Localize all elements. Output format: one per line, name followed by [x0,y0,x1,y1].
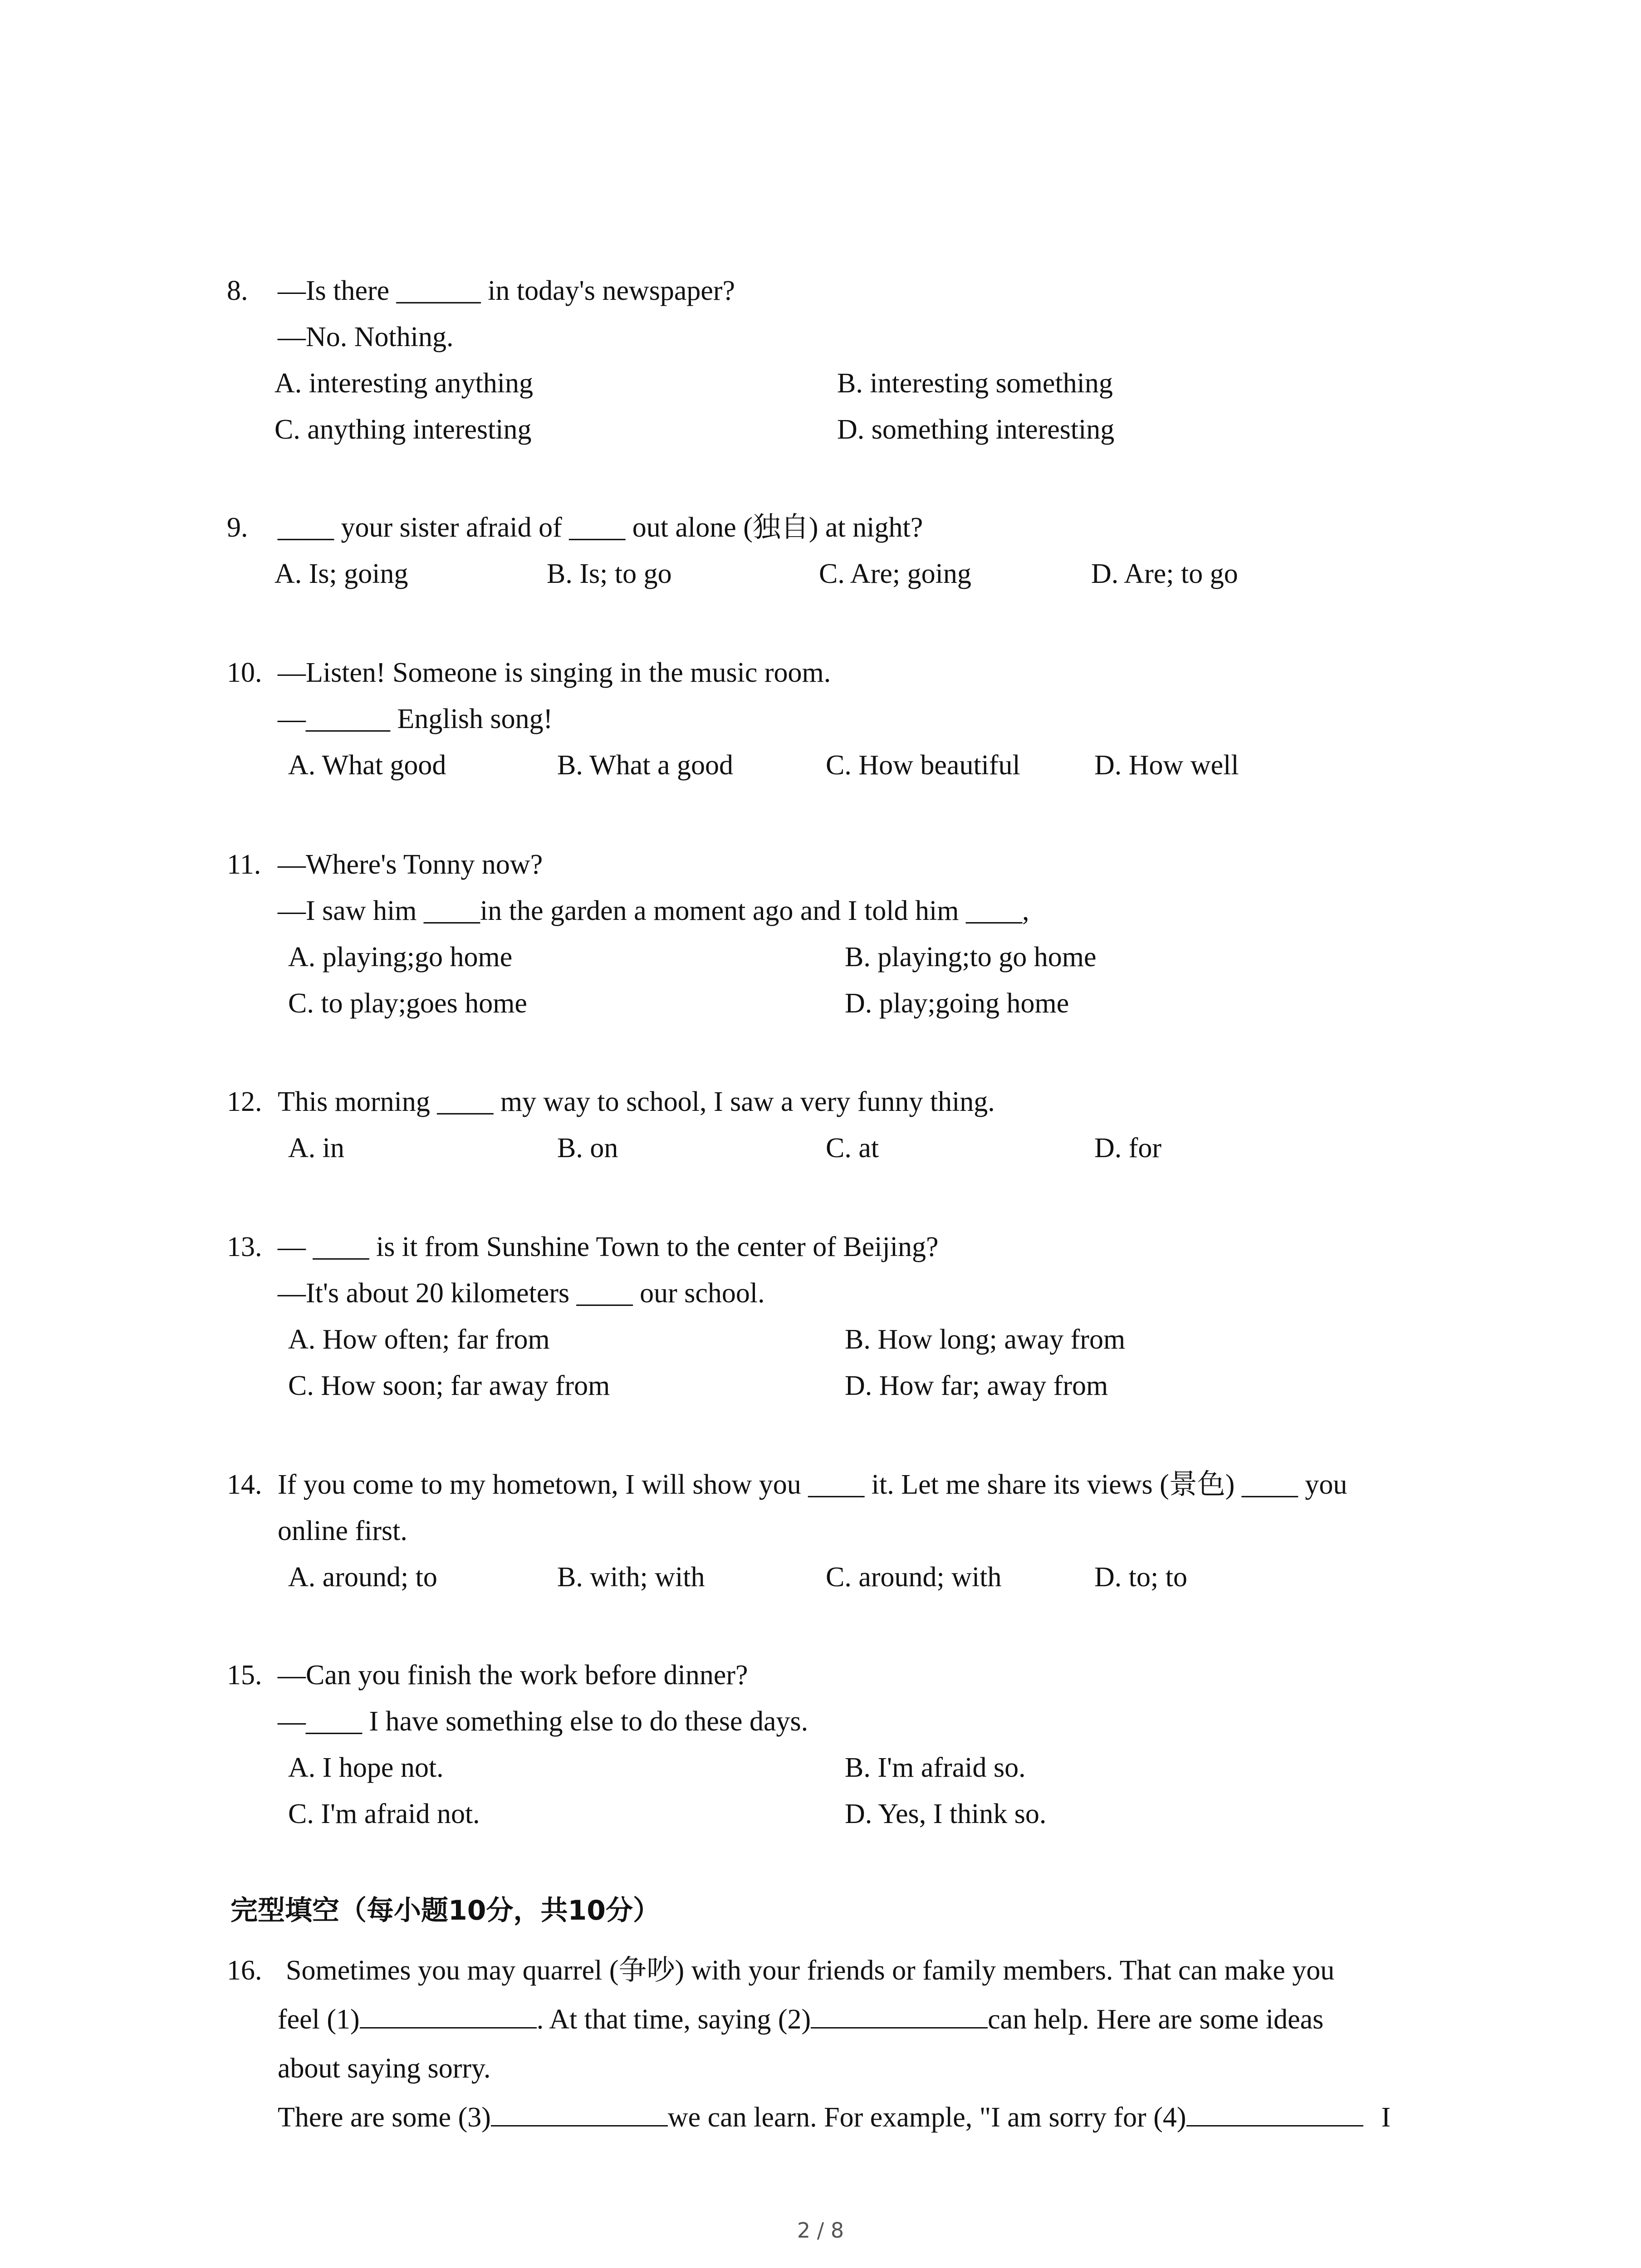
cloze-text-segment: feel (1) [278,2004,360,2035]
option-b[interactable]: B. playing;to go home [845,942,1097,973]
option-b[interactable]: B. with; with [557,1562,705,1593]
option-b[interactable]: B. on [557,1133,618,1163]
question-text: —______ English song! [278,704,553,734]
question-number: 11. [227,849,261,880]
blank-3[interactable] [491,2098,668,2126]
option-a[interactable]: A. How often; far from [288,1324,550,1355]
option-a[interactable]: A. interesting anything [274,368,533,399]
option-c[interactable]: C. anything interesting [274,414,532,445]
options-row [227,406,1470,453]
question-14 [227,1461,1470,1600]
options-row [227,934,1470,980]
question-11 [227,841,1470,1026]
options-row [227,1125,1470,1171]
question-stem-line [227,888,1470,934]
question-9 [227,504,1470,597]
option-a[interactable]: A. in [288,1133,344,1163]
question-15 [227,1652,1470,1837]
cloze-text: about saying sorry. [278,2053,491,2084]
options-row [227,980,1470,1026]
option-c[interactable]: C. Are; going [819,558,971,589]
question-stem-line [227,314,1470,360]
option-d[interactable]: D. How well [1094,750,1239,781]
cloze-text: Sometimes you may quarrel (争吵) with your friends or family members. That can make you [286,1955,1335,1986]
question-number: 16. [227,1955,262,1986]
section-title: 完型填空（每小题10分，共10分） [230,1895,660,1926]
page-number: 2 / 8 [797,2218,844,2243]
cloze-text [278,2093,1391,2142]
cloze-line [227,1995,1470,2044]
question-stem-line [227,1224,1470,1270]
question-13 [227,1224,1470,1409]
blank-2[interactable] [811,2000,988,2028]
question-number: 10. [227,657,262,688]
options-row [227,1554,1470,1600]
options-row [227,1316,1470,1363]
cloze-text [278,1995,1323,2044]
question-stem-line [227,504,1470,551]
question-stem-line [227,1079,1470,1125]
cloze-text-segment: There are some (3) [278,2102,491,2133]
option-c[interactable]: C. I'm afraid not. [288,1799,480,1829]
question-text: This morning ____ my way to school, I saw a very funny thing. [278,1086,995,1117]
question-stem-line [227,1461,1470,1508]
option-a[interactable]: A. I hope not. [288,1752,444,1783]
option-a[interactable]: A. What good [288,750,446,781]
question-10 [227,650,1470,788]
option-b[interactable]: B. interesting something [837,368,1113,399]
question-text: —It's about 20 kilometers ____ our school. [278,1278,765,1309]
question-number: 9. [227,512,248,543]
question-stem-line [227,1652,1470,1698]
cloze-text-segment: we can learn. For example, "I am sorry for (4) [667,2102,1186,2133]
question-stem-line [227,1270,1470,1316]
question-stem-line [227,841,1470,888]
cloze-line [227,2044,1470,2093]
option-c[interactable]: C. around; with [826,1562,1002,1593]
question-number: 14. [227,1469,262,1500]
blank-1[interactable] [360,2000,537,2028]
question-text: —No. Nothing. [278,322,454,352]
option-b[interactable]: B. Is; to go [547,558,672,589]
question-text: —Can you finish the work before dinner? [278,1660,748,1691]
options-row [227,742,1470,788]
option-d[interactable]: D. something interesting [837,414,1115,445]
question-text: —Is there ______ in today's newspaper? [278,275,735,306]
option-c[interactable]: C. to play;goes home [288,988,527,1019]
question-text: —Listen! Someone is singing in the music room. [278,657,831,688]
question-stem-line [227,696,1470,742]
question-text: — ____ is it from Sunshine Town to the center of Beijing? [278,1232,939,1262]
question-stem-line [227,268,1470,314]
question-text: online first. [278,1515,407,1546]
question-number: 8. [227,275,248,306]
cloze-passage [227,1946,1470,2142]
cloze-text-segment: I [1381,2102,1391,2133]
option-a[interactable]: A. around; to [288,1562,437,1593]
question-stem-line [227,1698,1470,1745]
option-b[interactable]: B. I'm afraid so. [845,1752,1026,1783]
question-8 [227,268,1470,453]
question-text: —Where's Tonny now? [278,849,543,880]
cloze-line [227,1946,1470,1995]
option-c[interactable]: C. at [826,1133,879,1163]
options-row [227,551,1470,597]
question-12 [227,1079,1470,1171]
blank-4[interactable] [1186,2098,1363,2126]
option-a[interactable]: A. playing;go home [288,942,513,973]
option-d[interactable]: D. Yes, I think so. [845,1799,1047,1829]
option-d[interactable]: D. to; to [1094,1562,1187,1593]
cloze-text-segment: can help. Here are some ideas [988,2004,1324,2035]
question-text: —I saw him ____in the garden a moment ago and I told him ____, [278,895,1029,926]
question-number: 13. [227,1232,262,1262]
option-d[interactable]: D. How far; away from [845,1370,1108,1401]
cloze-line [227,2093,1470,2142]
question-stem-line [227,650,1470,696]
question-number: 12. [227,1086,262,1117]
question-number: 15. [227,1660,262,1691]
option-c[interactable]: C. How beautiful [826,750,1020,781]
options-row [227,1791,1470,1837]
options-row [227,1745,1470,1791]
option-a[interactable]: A. Is; going [274,558,408,589]
option-b[interactable]: B. What a good [557,750,734,781]
option-c[interactable]: C. How soon; far away from [288,1370,610,1401]
option-d[interactable]: D. for [1094,1133,1162,1163]
cloze-text-segment: . At that time, saying (2) [536,2004,811,2035]
option-d[interactable]: D. play;going home [845,988,1069,1019]
options-row [227,360,1470,406]
option-d[interactable]: D. Are; to go [1091,558,1238,589]
question-text: If you come to my hometown, I will show you ____ it. Let me share its views (景色) ____ you [278,1469,1347,1500]
option-b[interactable]: B. How long; away from [845,1324,1126,1355]
question-stem-line [227,1508,1470,1554]
question-text: —____ I have something else to do these days. [278,1706,808,1737]
options-row [227,1363,1470,1409]
question-text: ____ your sister afraid of ____ out alone (独自) at night? [278,512,923,543]
